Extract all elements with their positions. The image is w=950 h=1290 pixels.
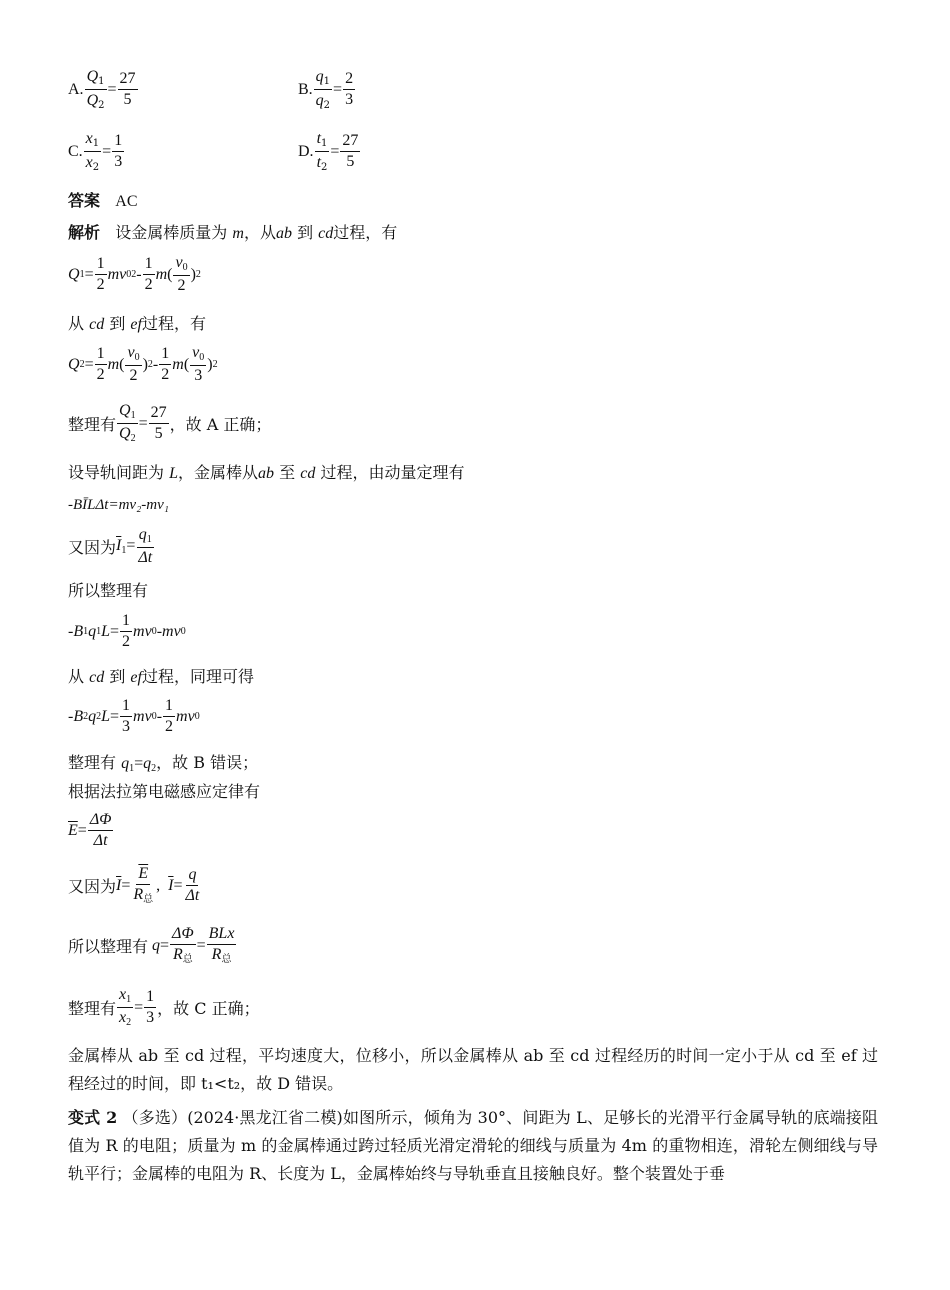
option-c-prefix: C.	[68, 142, 83, 160]
also-i1: 又因为 $\overline{I}_1=$ $\frac{q_1}{\Delta t}$	[68, 526, 153, 566]
option-b-den-sub: 2	[323, 100, 331, 111]
option-b-eq: =	[333, 80, 343, 98]
analysis-intro-cd: cd	[318, 225, 334, 242]
analysis-intro-ab: ab	[275, 225, 292, 242]
option-b-prefix: B.	[298, 80, 313, 98]
option-c-val-den: 3	[114, 153, 123, 170]
option-d-den-sub: 2	[321, 162, 328, 173]
rail-text-2: ，金属棒从	[178, 463, 259, 482]
option-d-eq: =	[330, 142, 340, 160]
rail-line	[68, 462, 464, 485]
answer-label: 答案	[68, 191, 101, 210]
also-1-text: 又因为	[68, 538, 117, 557]
analysis-intro	[68, 222, 397, 245]
option-c-eq: =	[102, 142, 112, 160]
also-2-text: 又因为	[68, 877, 117, 896]
option-a	[68, 68, 139, 111]
option-a-val-num: 27	[118, 71, 138, 90]
equation-b1q1l: - B 1 q 1 L = $\frac{1}{2}$ mv 0 - mv 0	[68, 612, 186, 650]
analysis-intro-text-1: 设金属棒质量为	[115, 223, 228, 242]
rail-ab: ab	[258, 465, 275, 482]
option-d-den: t	[316, 154, 322, 171]
option-d-num-sub: 1	[321, 138, 328, 149]
variant-text: （多选）(2024·黑龙江省二模)如图所示，倾角为 30°、间距为 L、足够长的光滑平行金属导轨的底端接阻值为 R 的电阻；质量为 m 的金属棒通过跨过轻质光滑定滑轮的细线与质量为 4m 的重物相连，滑轮左侧细线与导轨平行；金属棒的电阻为 R、长度为 L，金属棒始终与导轨垂直且接触良好。整个装置处于垂	[68, 1108, 878, 1183]
option-a-den-sub: 2	[98, 100, 105, 111]
option-d-num: t	[316, 130, 322, 147]
rail-text-1: 设导轨间距为	[68, 463, 165, 482]
option-b-value	[343, 71, 355, 108]
from-cd-text-1: 从	[68, 314, 85, 333]
analysis-label: 解析	[68, 223, 101, 242]
from-cd-same-ef: ef	[130, 669, 142, 686]
from-cd-same-cd: cd	[89, 669, 105, 686]
from-cd-text-2: 到	[109, 314, 126, 333]
faraday-line: 根据法拉第电磁感应定律有	[68, 782, 261, 801]
from-cd-ef: ef	[130, 316, 142, 333]
option-c-value	[112, 133, 124, 170]
option-a-ratio	[85, 68, 107, 111]
from-cd-same-text-1: 从	[68, 667, 85, 686]
option-a-den: Q	[86, 92, 99, 109]
conclude-c-text-1: 整理有	[68, 999, 117, 1018]
option-a-val-den: 5	[123, 91, 132, 108]
equation-b2q2l: - B 2 q 2 L = $\frac{1}{3}$ mv 0 - $\frac{1}{2}$ mv 0	[68, 697, 200, 735]
option-a-value	[118, 71, 138, 108]
option-a-num-sub: 1	[98, 76, 105, 87]
option-b-val-num: 2	[343, 71, 355, 90]
option-b-ratio	[314, 68, 332, 111]
option-b	[298, 68, 356, 111]
option-b-val-den: 3	[345, 91, 354, 108]
equation-q2: Q 2 = $\frac{1}{2}$ m ( $\frac{v_0}{2}$ ) 2 - $\frac{1}{2}$ m ( $\frac{v_0}{3}$ ) 2	[68, 344, 218, 384]
rail-text-3: 至	[279, 463, 296, 482]
option-a-eq: =	[107, 80, 117, 98]
option-c-val-num: 1	[112, 133, 124, 152]
from-cd-to-ef-line	[68, 313, 206, 336]
variant-paragraph	[68, 1104, 878, 1188]
also-i-e: 又因为 $\overline{I}=$ $\frac{\overline{E}}{R_总}$ , $\overline{I}=$ $\frac{q}{\Delta t}$	[68, 865, 200, 905]
analysis-intro-text-3: 到	[297, 223, 314, 242]
option-a-num: Q	[86, 68, 99, 85]
conclude-c: 整理有 $\frac{x_1}{x_2}$ = $\frac{1}{3}$ ，故 C 正确；	[68, 986, 260, 1028]
option-d-prefix: D.	[298, 142, 314, 160]
conclude-c-text-2: ，故 C 正确；	[157, 999, 260, 1018]
answer-line	[68, 190, 138, 213]
option-c-den-sub: 2	[92, 162, 100, 173]
from-cd-same-text-2: 到	[109, 667, 126, 686]
conclude-a: 整理有 $\frac{Q_1}{Q_2}$ = $\frac{27}{5}$ ，故 A 正确；	[68, 402, 272, 444]
option-d-val-den: 5	[346, 153, 355, 170]
analysis-intro-text-4: 过程，有	[333, 223, 398, 242]
rail-cd: cd	[300, 465, 316, 482]
conclude-b: 整理有 $q_1=q_2$，故 B 错误；	[68, 753, 259, 774]
final-paragraph: 金属棒从 ab 至 cd 过程，平均速度大，位移小，所以金属棒从 ab 至 cd 过程经历的时间一定小于从 cd 至 ef 过程经过的时间，即 t₁<t₂，故 D 错误。	[68, 1046, 878, 1093]
option-c-ratio	[84, 130, 101, 173]
equation-q1: Q 1 = $\frac{1}{2}$ mv 0 2 - $\frac{1}{2}$ m ( $\frac{v_0}{2}$ ) 2	[68, 254, 201, 294]
option-c-num: x	[85, 130, 93, 147]
from-cd-same-text-3: 过程，同理可得	[141, 667, 254, 686]
option-c	[68, 130, 125, 173]
answer-value: AC	[115, 193, 138, 210]
conclude-a-text-2: ，故 A 正确；	[169, 415, 272, 434]
from-cd-same-line	[68, 666, 254, 689]
option-b-num-sub: 1	[323, 76, 331, 87]
option-d-value	[340, 133, 360, 170]
analysis-intro-text-2: ，从	[243, 223, 276, 242]
conclude-b-text-1: 整理有	[68, 753, 117, 772]
from-cd-text-3: 过程，有	[141, 314, 206, 333]
option-d-ratio	[315, 130, 330, 173]
rail-text-4: 过程，由动量定理有	[320, 463, 465, 482]
analysis-intro-m: m	[232, 225, 244, 242]
option-c-den: x	[85, 154, 93, 171]
option-b-den: q	[315, 92, 324, 109]
so-line-1: 所以整理有	[68, 581, 149, 600]
conclude-b-text-2: ，故 B 错误；	[156, 753, 259, 772]
option-b-num: q	[315, 68, 324, 85]
from-cd-cd: cd	[89, 316, 105, 333]
option-d-val-num: 27	[340, 133, 360, 152]
rail-L: L	[169, 465, 179, 482]
option-d	[298, 130, 361, 173]
option-c-num-sub: 1	[92, 138, 100, 149]
conclude-a-text-1: 整理有	[68, 415, 117, 434]
equation-e-bar: $\overline{E}$ = $\frac{\Delta\Phi}{\Delta t}$	[68, 811, 112, 849]
momentum-equation: -BĪLΔt=mv₂-mv₁	[68, 497, 169, 513]
variant-label: 变式 2	[68, 1108, 118, 1127]
option-a-prefix: A.	[68, 80, 84, 98]
so-q: 所以整理有 q= $\frac{\Delta\Phi}{R_总}$ = $\frac{\text{BLx}}{R_总}$	[68, 925, 235, 965]
so-2-text: 所以整理有	[68, 937, 149, 956]
